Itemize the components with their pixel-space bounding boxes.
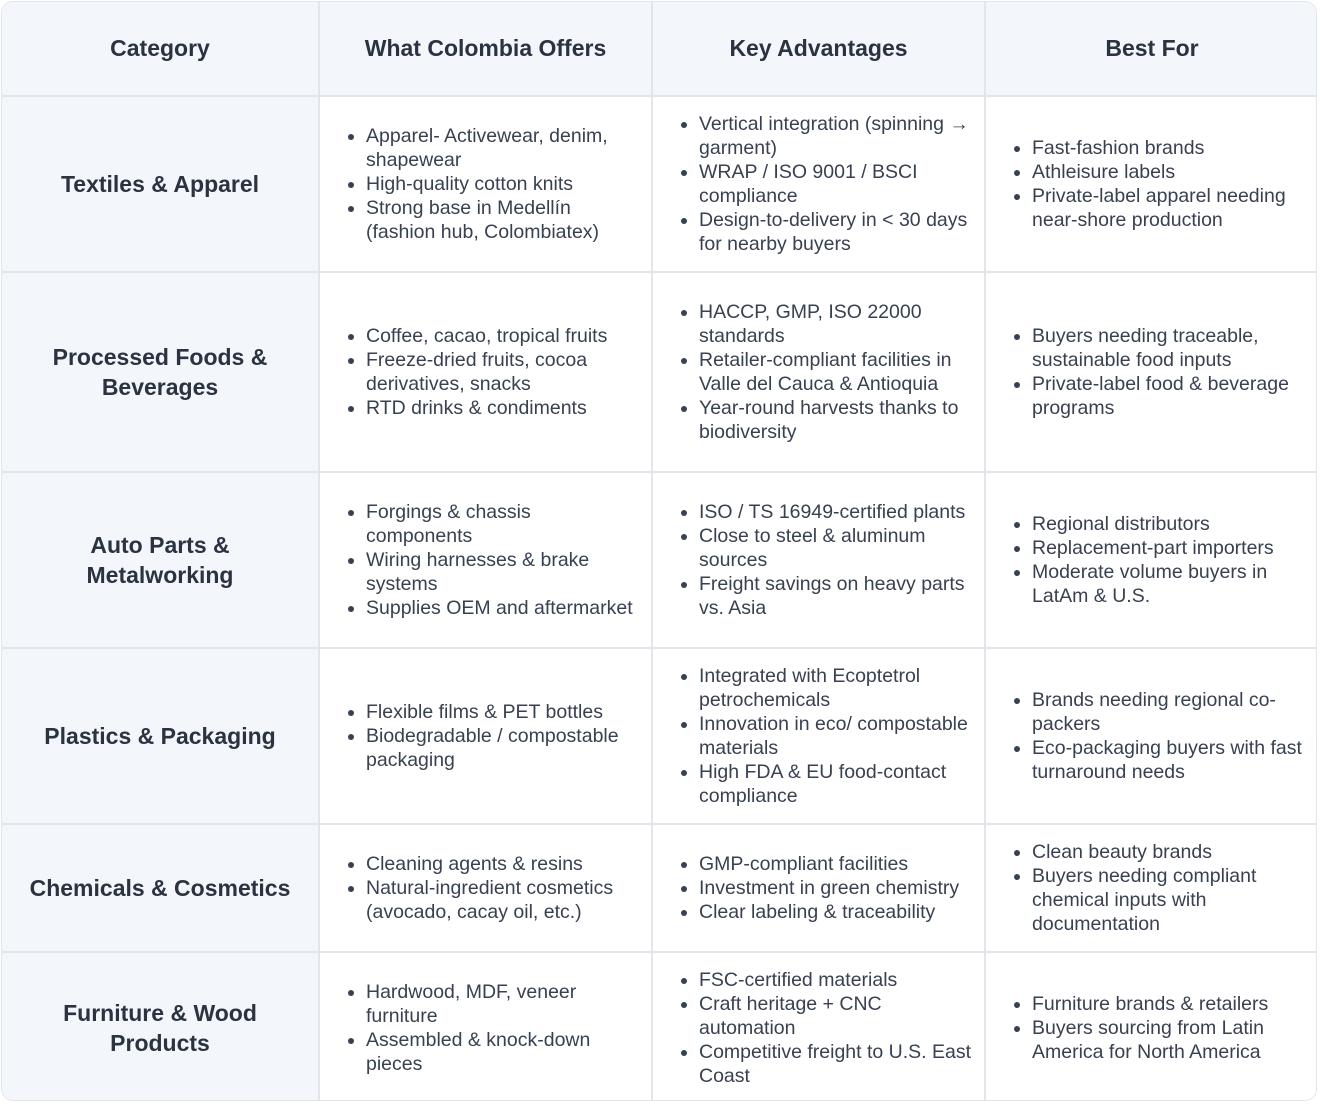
best-for-list <box>1000 324 1308 420</box>
advantages-cell <box>652 472 985 648</box>
best-for-list <box>1000 688 1308 784</box>
best-for-list <box>1000 136 1308 232</box>
offers-list <box>334 124 641 244</box>
table-row <box>2 96 1317 272</box>
table-row <box>2 648 1317 824</box>
list-item: • Brands needing regional co-packers <box>1032 688 1308 736</box>
list-item: • High FDA & EU food-contact compliance <box>699 760 974 808</box>
list-item: • Forgings & chassis components <box>366 500 641 548</box>
category-cell: Auto Parts & Metalworking <box>2 472 319 648</box>
list-item: • Moderate volume buyers in LatAm & U.S. <box>1032 560 1308 608</box>
list-item: • Craft heritage + CNC automation <box>699 992 974 1040</box>
list-item: • Integrated with Ecoptetrol petrochemicals <box>699 664 974 712</box>
list-item: • HACCP, GMP, ISO 22000 standards <box>699 300 974 348</box>
advantages-cell <box>652 824 985 952</box>
list-item: • Private-label apparel needing near-shore production <box>1032 184 1308 232</box>
advantages-list <box>667 300 974 444</box>
category-cell: Chemicals & Cosmetics <box>2 824 319 952</box>
advantages-list <box>667 968 974 1088</box>
best-for-list <box>1000 512 1308 608</box>
list-item: • Flexible films & PET bottles <box>366 700 641 724</box>
category-cell: Processed Foods & Beverages <box>2 272 319 472</box>
offers-cell <box>319 96 652 272</box>
category-cell: Plastics & Packaging <box>2 648 319 824</box>
offers-list <box>334 980 641 1076</box>
list-item: • FSC-certified materials <box>699 968 974 992</box>
category-cell: Textiles & Apparel <box>2 96 319 272</box>
list-item: • Vertical integration (spinning → garment) <box>699 112 974 160</box>
list-item: • WRAP / ISO 9001 / BSCI compliance <box>699 160 974 208</box>
best-for-cell <box>985 472 1317 648</box>
list-item: • Clear labeling & traceability <box>699 900 974 924</box>
list-item: • Assembled & knock-down pieces <box>366 1028 641 1076</box>
category-cell: Furniture & Wood Products <box>2 952 319 1101</box>
header-row <box>2 2 1317 96</box>
advantages-list <box>667 112 974 256</box>
list-item: • Biodegradable / compostable packaging <box>366 724 641 772</box>
advantages-cell <box>652 272 985 472</box>
offers-cell <box>319 472 652 648</box>
comparison-table-container <box>1 1 1317 1101</box>
list-item: • Close to steel & aluminum sources <box>699 524 974 572</box>
list-item: • GMP-compliant facilities <box>699 852 974 876</box>
best-for-cell <box>985 272 1317 472</box>
advantages-list <box>667 852 974 924</box>
list-item: • Year-round harvests thanks to biodiversity <box>699 396 974 444</box>
advantages-list <box>667 500 974 620</box>
list-item: • Design-to-delivery in < 30 days for nearby buyers <box>699 208 974 256</box>
list-item: • Innovation in eco/ compostable materials <box>699 712 974 760</box>
list-item: • Clean beauty brands <box>1032 840 1308 864</box>
list-item: • Wiring harnesses & brake systems <box>366 548 641 596</box>
list-item: • Investment in green chemistry <box>699 876 974 900</box>
list-item: • Buyers needing traceable, sustainable food inputs <box>1032 324 1308 372</box>
list-item: • Regional distributors <box>1032 512 1308 536</box>
list-item: • Retailer-compliant facilities in Valle del Cauca & Antioquia <box>699 348 974 396</box>
header-offers: What Colombia Offers <box>319 2 652 96</box>
table-row <box>2 272 1317 472</box>
table-row <box>2 824 1317 952</box>
list-item: • Apparel- Activewear, denim, shapewear <box>366 124 641 172</box>
best-for-list <box>1000 992 1308 1064</box>
list-item: • Cleaning agents & resins <box>366 852 641 876</box>
best-for-cell <box>985 952 1317 1101</box>
offers-cell <box>319 952 652 1101</box>
header-advantages: Key Advantages <box>652 2 985 96</box>
offers-list <box>334 324 641 420</box>
best-for-cell <box>985 648 1317 824</box>
offers-list <box>334 852 641 924</box>
header-category: Category <box>2 2 319 96</box>
advantages-cell <box>652 96 985 272</box>
list-item: • RTD drinks & condiments <box>366 396 641 420</box>
list-item: • Athleisure labels <box>1032 160 1308 184</box>
list-item: • Freight savings on heavy parts vs. Asia <box>699 572 974 620</box>
list-item: • Coffee, cacao, tropical fruits <box>366 324 641 348</box>
table-row <box>2 472 1317 648</box>
list-item: • Fast-fashion brands <box>1032 136 1308 160</box>
table-row <box>2 952 1317 1101</box>
offers-cell <box>319 272 652 472</box>
list-item: • Freeze-dried fruits, cocoa derivatives, snacks <box>366 348 641 396</box>
best-for-list <box>1000 840 1308 936</box>
list-item: • Replacement-part importers <box>1032 536 1308 560</box>
list-item: • Supplies OEM and aftermarket <box>366 596 641 620</box>
offers-cell <box>319 824 652 952</box>
list-item: • Natural-ingredient cosmetics (avocado, cacay oil, etc.) <box>366 876 641 924</box>
offers-cell <box>319 648 652 824</box>
list-item: • Hardwood, MDF, veneer furniture <box>366 980 641 1028</box>
header-best-for: Best For <box>985 2 1317 96</box>
offers-list <box>334 700 641 772</box>
advantages-list <box>667 664 974 808</box>
list-item: • ISO / TS 16949-certified plants <box>699 500 974 524</box>
best-for-cell <box>985 96 1317 272</box>
offers-list <box>334 500 641 620</box>
list-item: • Eco-packaging buyers with fast turnaround needs <box>1032 736 1308 784</box>
list-item: • Buyers sourcing from Latin America for North America <box>1032 1016 1308 1064</box>
list-item: • Furniture brands & retailers <box>1032 992 1308 1016</box>
advantages-cell <box>652 648 985 824</box>
list-item: • Competitive freight to U.S. East Coast <box>699 1040 974 1088</box>
advantages-cell <box>652 952 985 1101</box>
list-item: • Strong base in Medellín (fashion hub, Colombiatex) <box>366 196 641 244</box>
list-item: • High-quality cotton knits <box>366 172 641 196</box>
list-item: • Private-label food & beverage programs <box>1032 372 1308 420</box>
list-item: • Buyers needing compliant chemical inputs with documentation <box>1032 864 1308 936</box>
sourcing-comparison-table <box>2 2 1317 1101</box>
best-for-cell <box>985 824 1317 952</box>
